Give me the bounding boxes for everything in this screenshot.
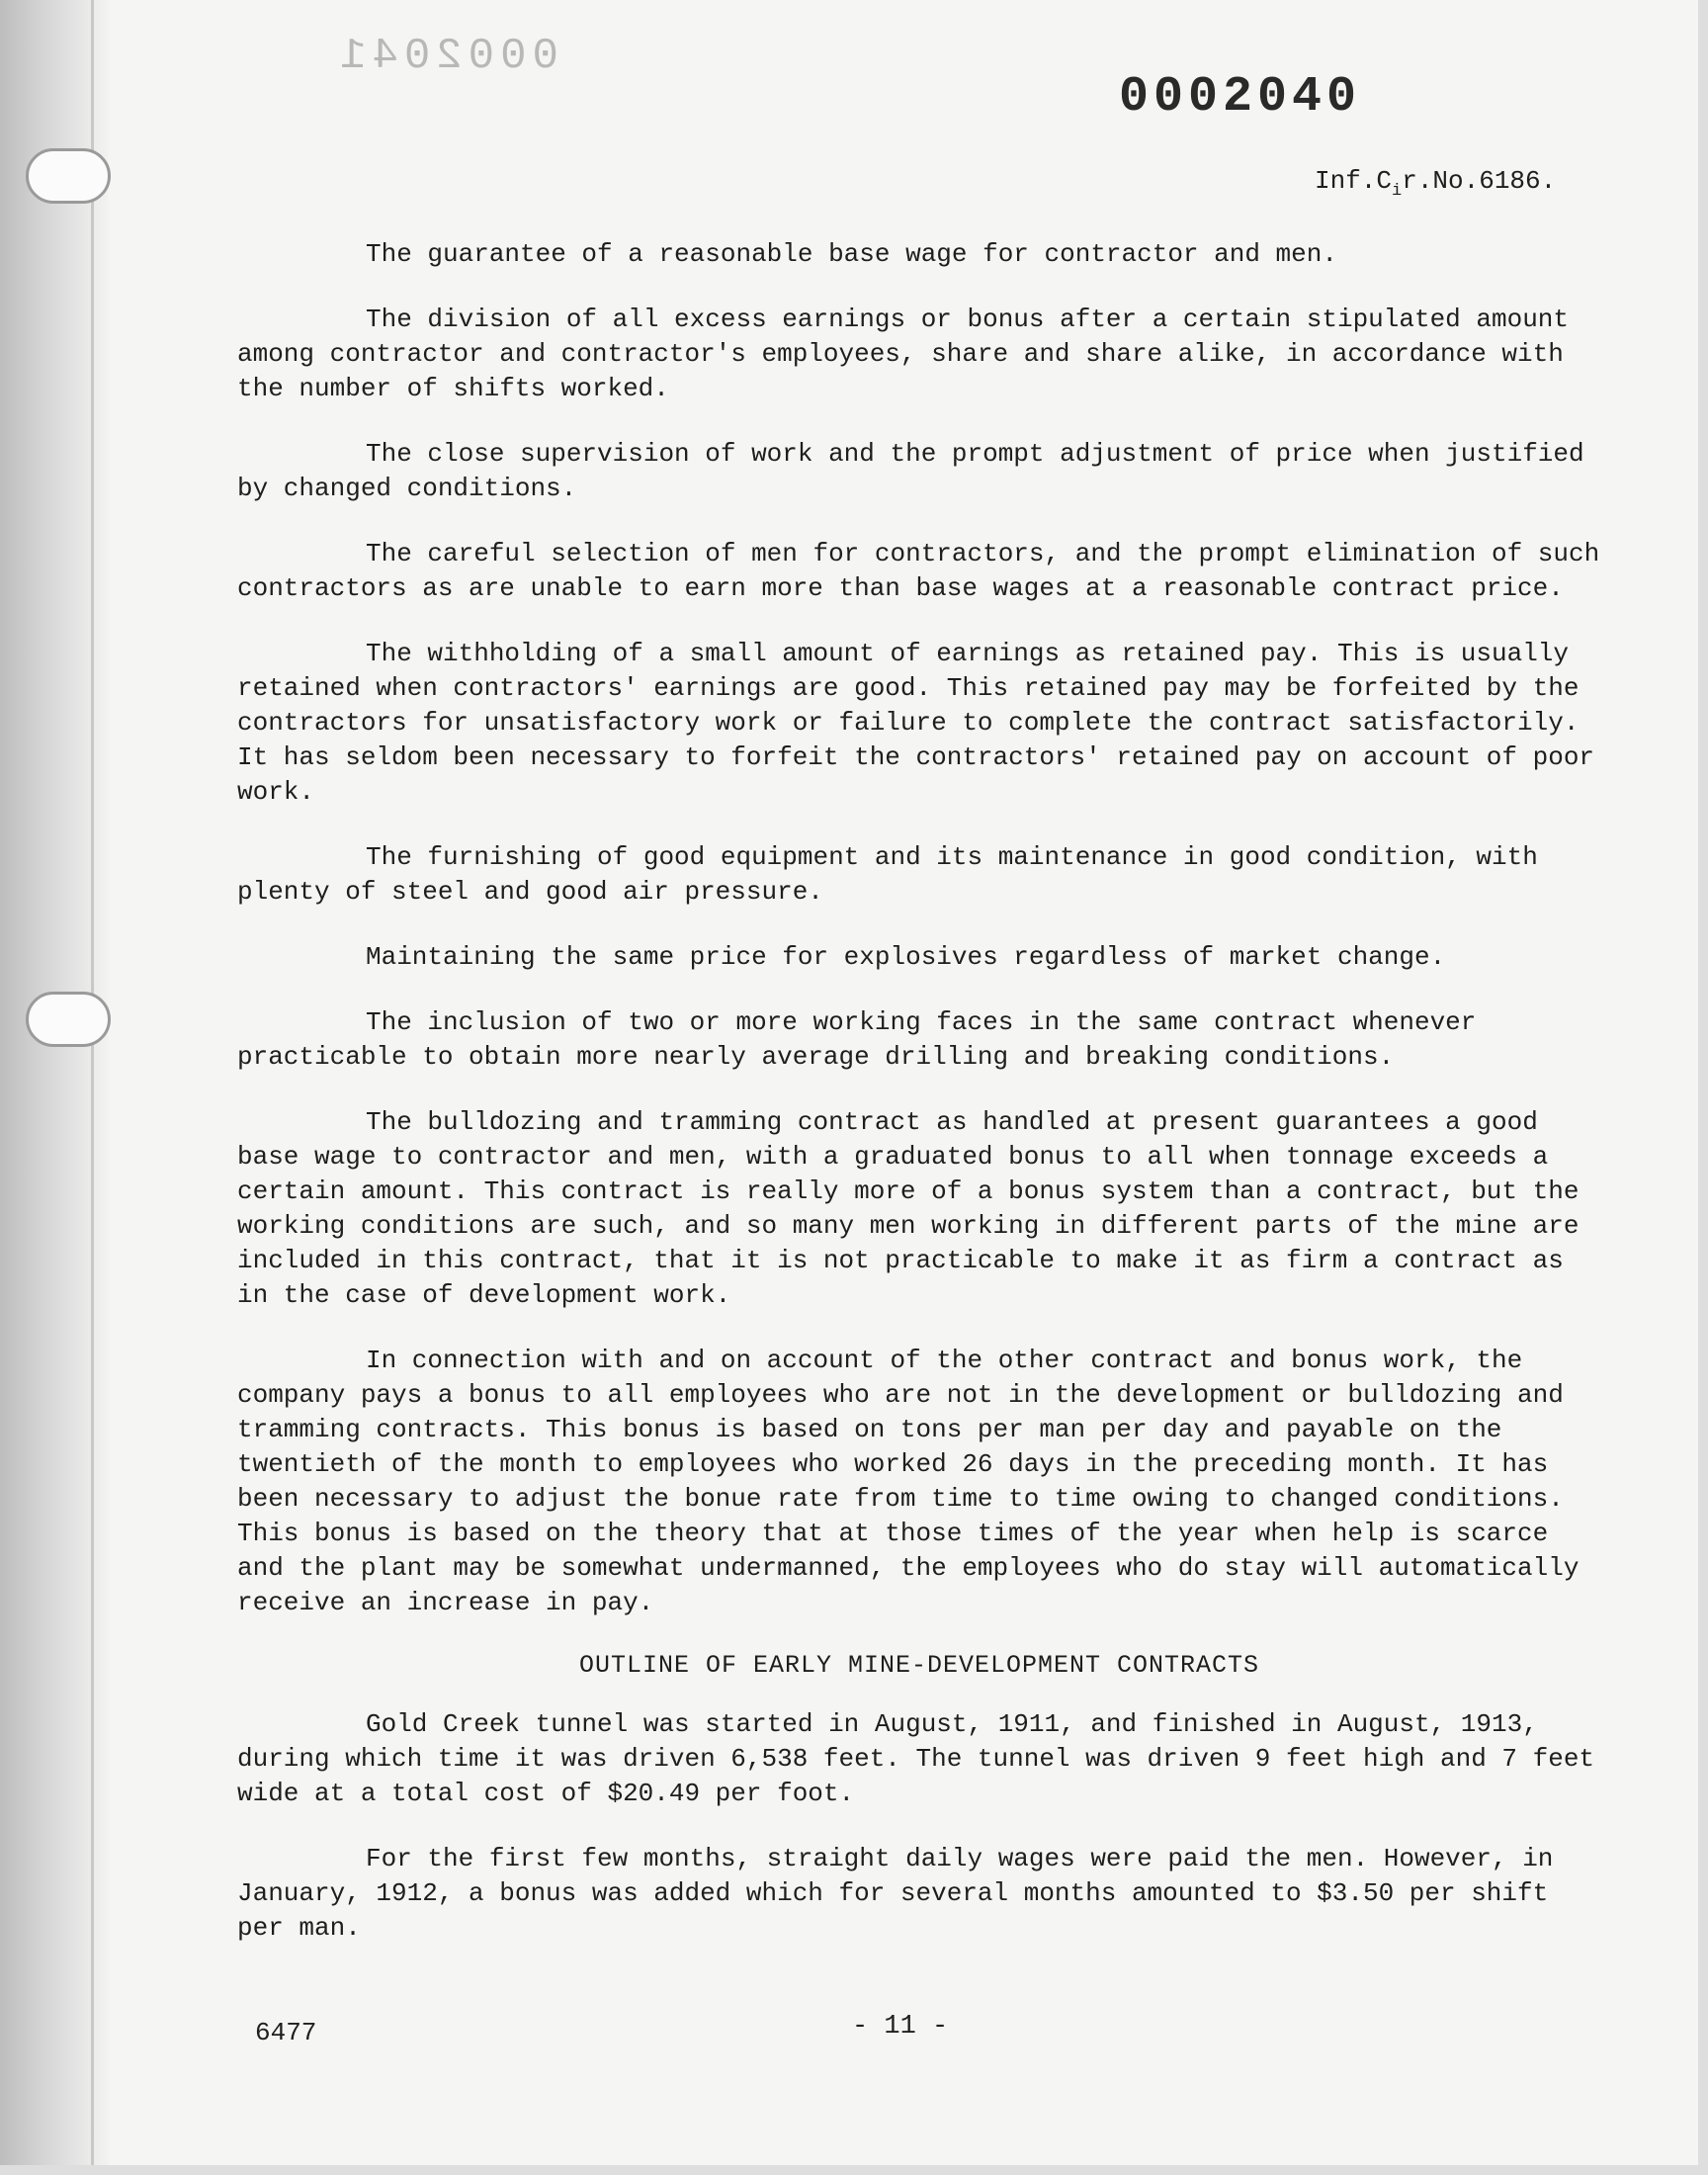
page-edge — [0, 2165, 1708, 2175]
circular-ref-prefix: Inf.C — [1315, 166, 1393, 196]
binder-ring-hole-icon — [26, 992, 111, 1047]
paragraph: The withholding of a small amount of earnings as retained pay. This is usually retained when contractors' earnings are good. This retained pay may be forfeited by the contractors for unsatisfactory work or failure to complete the contract satisfactorily. It has seldom been necessary to forfeit the contractors' retained pay on account of poor work. — [237, 639, 1610, 807]
document-stamp-number: 0002040 — [1119, 69, 1362, 126]
paragraph: The bulldozing and tramming contract as handled at present guarantees a good base wage to contractor and men, with a graduated bonus to all when tonnage exceeds a certain amount. This contract is really more of a bonus system than a contract, but the working conditions are such, and so many men working in different parts of the mine are included in this contract, that it is not practicable to make it as firm a contract as in the case of development work. — [237, 1107, 1595, 1310]
paragraph: The furnishing of good equipment and its maintenance in good condition, with plenty of steel and good air pressure. — [237, 842, 1554, 907]
circular-ref-subscript: i — [1392, 182, 1403, 201]
page-edge — [1698, 0, 1708, 2175]
paragraph: Maintaining the same price for explosives regardless of market change. — [366, 942, 1446, 972]
circular-reference — [1315, 166, 1557, 201]
page-number: - 11 - — [852, 2012, 949, 2042]
paragraph: Gold Creek tunnel was started in August, 1911, and finished in August, 1913, during which time it was driven 6,538 feet. The tunnel was driven 9 feet high and 7 feet wide at a total cost of $20.49 per foot. — [237, 1709, 1610, 1808]
bleed-through-number: 0002041 — [334, 32, 558, 81]
paragraph: In connection with and on account of the other contract and bonus work, the company pays a bonus to all employees who are not in the development or bulldozing and tramming contracts. This bonus is based on tons per man per day and payable on the twentieth of the month to employees who worked 26 days in the preceding month. It has been necessary to adjust the bonue rate from time to time owing to changed conditions. This bonus is based on the theory that at those times of the year when help is scarce and the plant may be somewhat undermanned, the employees who do stay will automatically receive an increase in pay. — [237, 1346, 1595, 1617]
paragraph: For the first few months, straight daily wages were paid the men. However, in January, 1912, a bonus was added which for several months amounted to $3.50 per shift per man. — [237, 1844, 1570, 1943]
binder-ring-hole-icon — [26, 148, 111, 204]
document-code: 6477 — [255, 2018, 317, 2047]
fold-line — [91, 0, 94, 2175]
paragraph: The close supervision of work and the prompt adjustment of price when justified by changed conditions. — [237, 439, 1600, 503]
paragraph: The inclusion of two or more working faces in the same contract whenever practicable to obtain more nearly average drilling and breaking conditions. — [237, 1007, 1492, 1072]
body-text — [237, 237, 1615, 1976]
section-heading: OUTLINE OF EARLY MINE-DEVELOPMENT CONTRACTS — [578, 1651, 1260, 1680]
paragraph: The division of all excess earnings or bonus after a certain stipulated amount among contractor and contractor's employees, share and share alike, in accordance with the number of shifts worked. — [237, 304, 1584, 403]
circular-ref-suffix: r.No.6186. — [1402, 166, 1557, 196]
paragraph: The guarantee of a reasonable base wage for contractor and men. — [366, 239, 1337, 269]
paragraph: The careful selection of men for contractors, and the prompt elimination of such contractors as are unable to earn more than base wages at a reasonable contract price. — [237, 539, 1615, 603]
